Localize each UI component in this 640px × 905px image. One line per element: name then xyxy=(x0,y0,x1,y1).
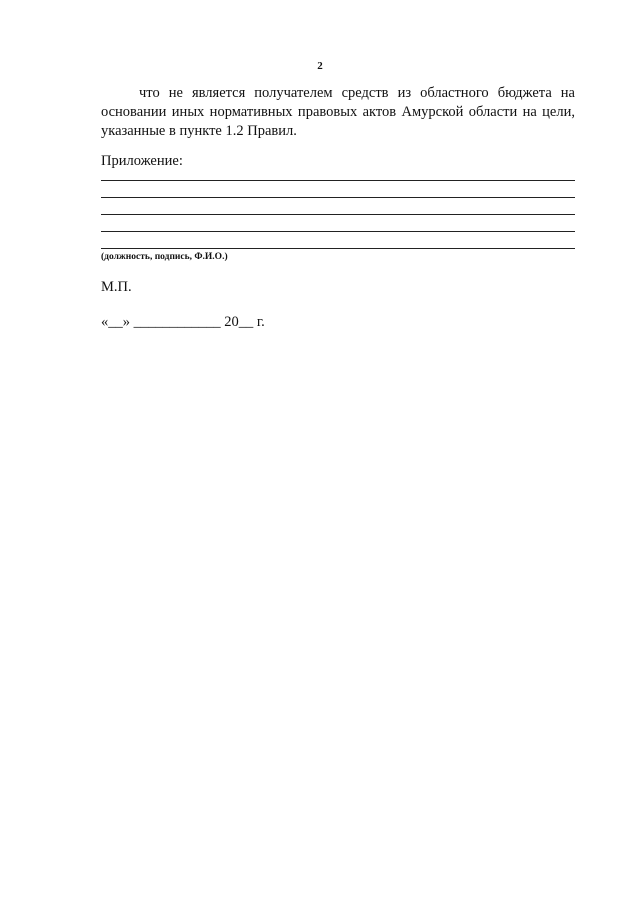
blank-line xyxy=(101,180,575,181)
blank-line xyxy=(101,231,575,232)
appendix-label: Приложение: xyxy=(101,153,183,169)
blank-line xyxy=(101,197,575,198)
signature-caption: (должность, подпись, Ф.И.О.) xyxy=(101,252,228,262)
stamp-label: М.П. xyxy=(101,279,132,295)
page-number: 2 xyxy=(317,60,323,72)
date-line: «__» ____________ 20__ г. xyxy=(101,314,265,330)
blank-line xyxy=(101,214,575,215)
body-paragraph: что не является получателем средств из областного бюджета на основании иных нормативных правовых актов Амурской области на цели, указанные в пункте 1.2 Правил. xyxy=(101,85,575,139)
signature-line xyxy=(101,248,575,249)
